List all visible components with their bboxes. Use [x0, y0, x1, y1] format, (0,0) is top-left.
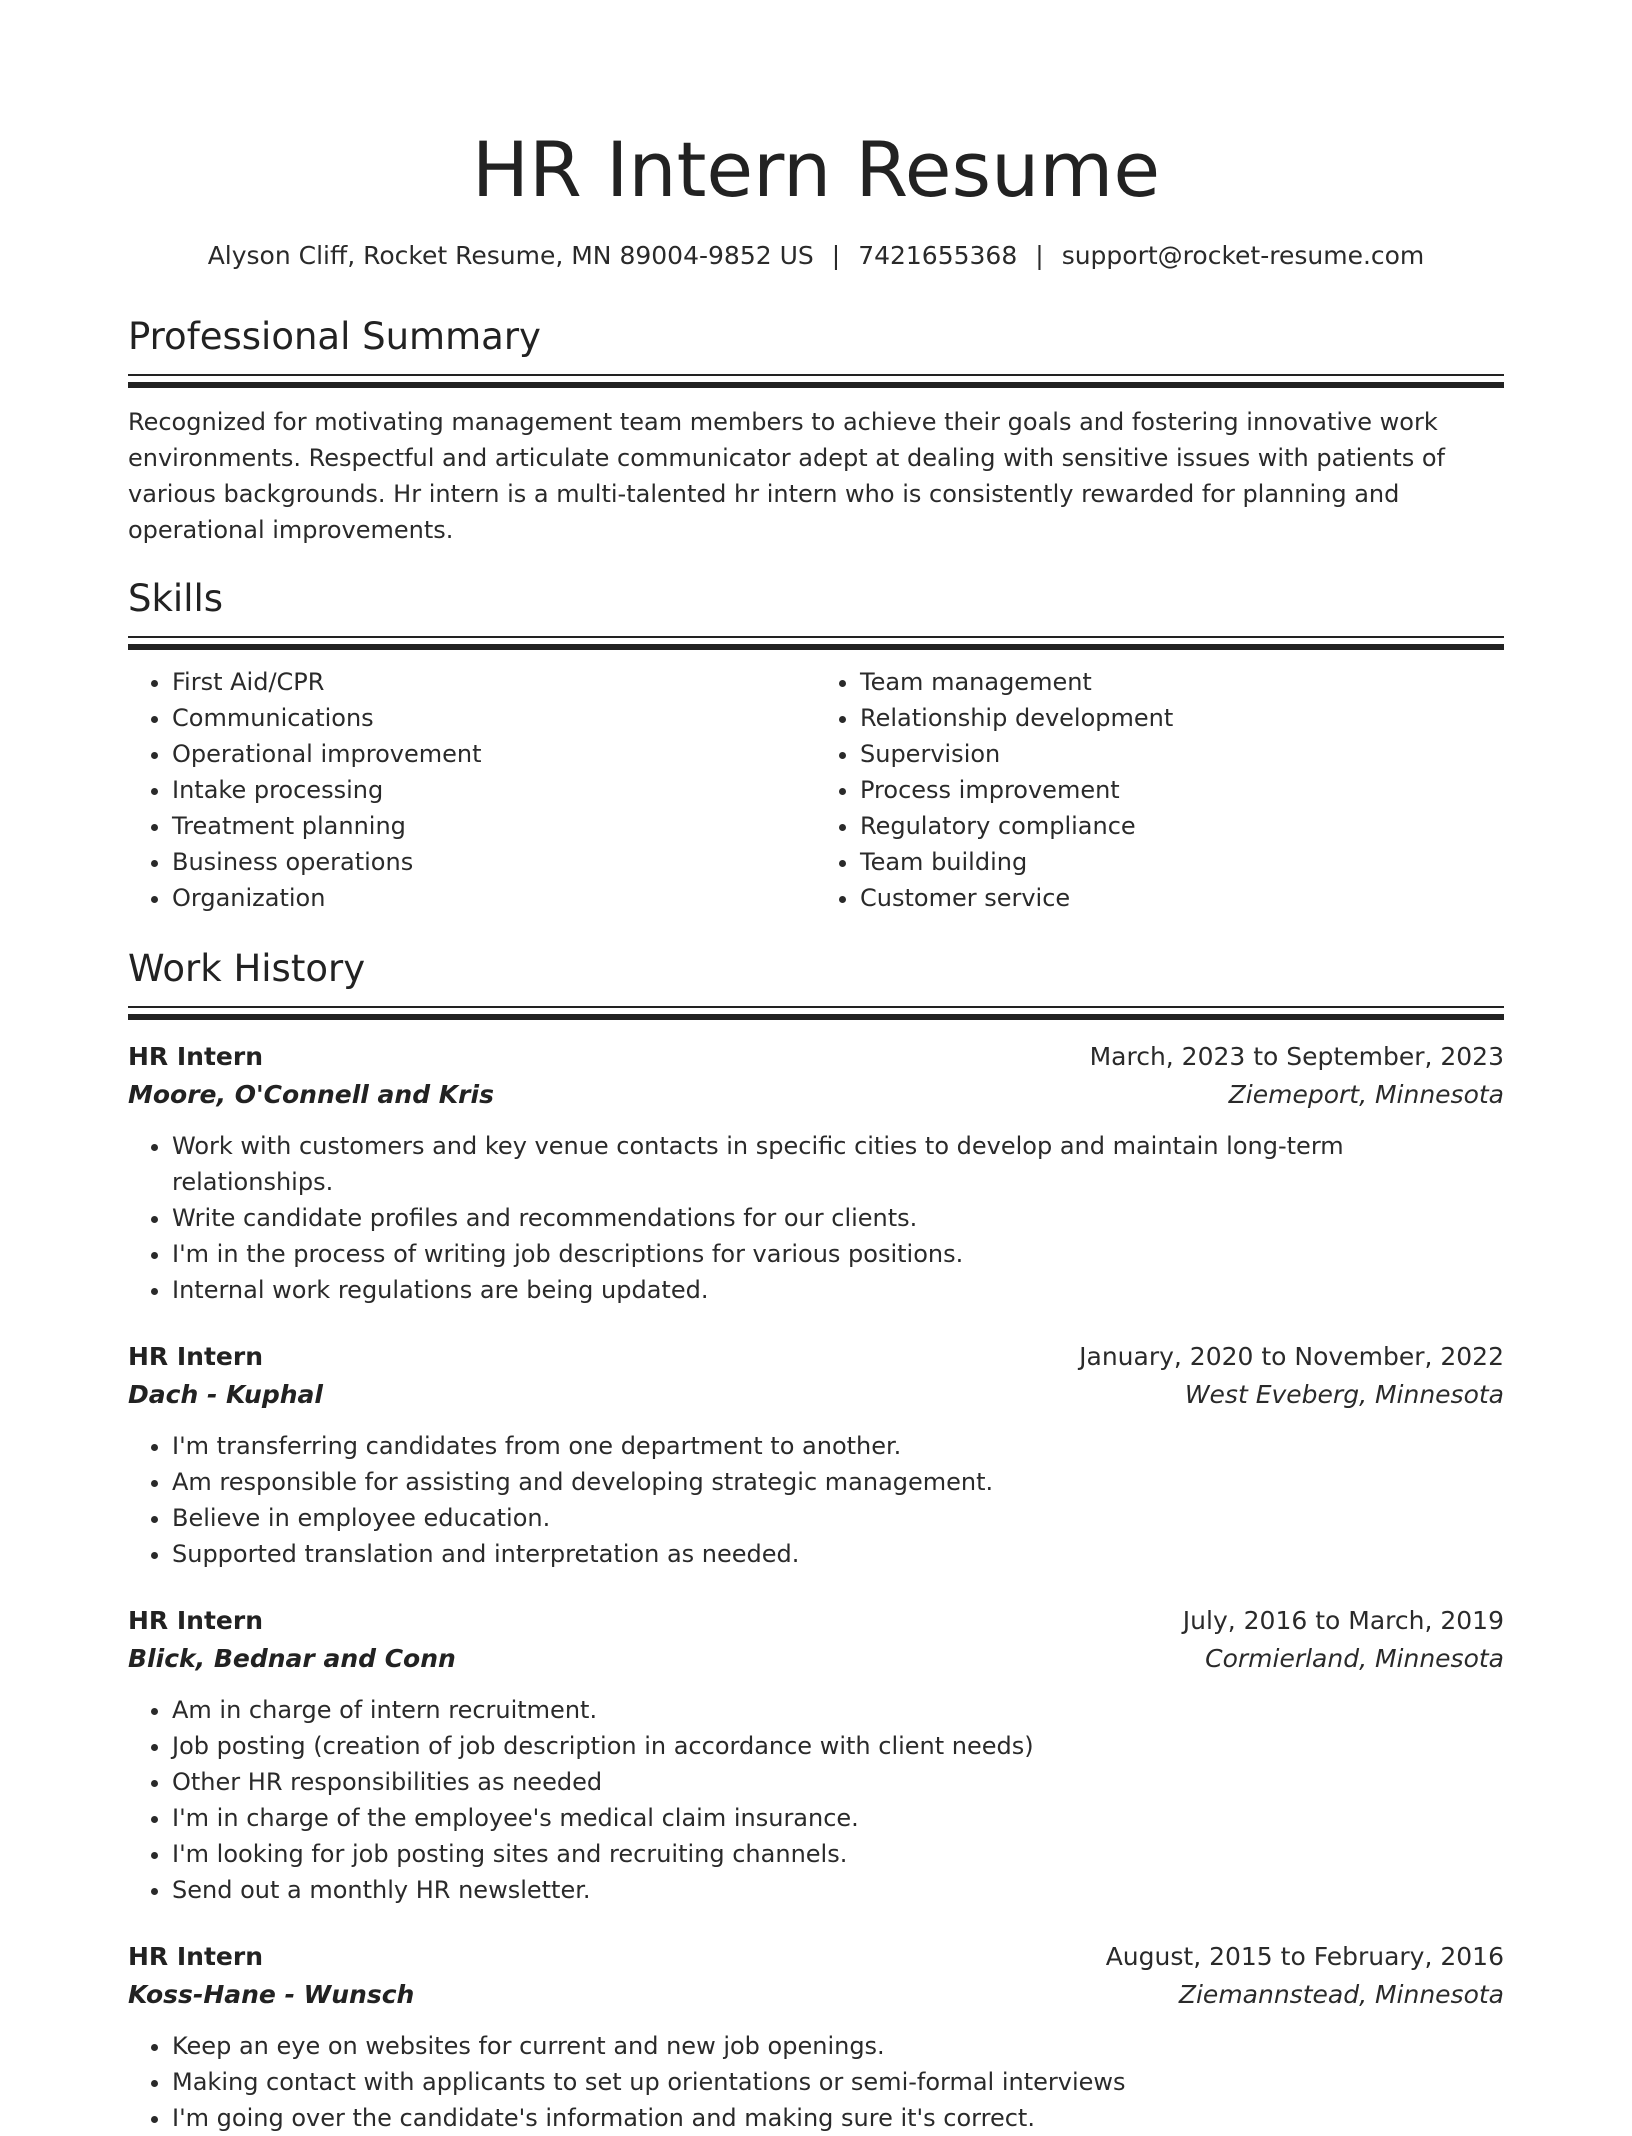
job-location: Ziemannstead, Minnesota	[1178, 1980, 1504, 2009]
skills-list	[128, 664, 1504, 916]
section-divider-thick	[128, 1014, 1504, 1020]
skill-item: • First Aid/CPR	[172, 664, 816, 700]
job-dates: March, 2023 to September, 2023	[1089, 1042, 1504, 1071]
job-bullets	[128, 1128, 1504, 1308]
job-bullet: • Making contact with applicants to set up orientations or semi-formal interviews	[172, 2064, 1504, 2100]
skill-item: • Intake processing	[172, 772, 816, 808]
job-bullet: • I'm in charge of the employee's medical claim insurance.	[172, 1800, 1504, 1836]
skill-item: • Relationship development	[860, 700, 1504, 736]
job-title: HR Intern	[128, 1942, 264, 1971]
section-divider-thin	[128, 636, 1504, 638]
job-location: West Eveberg, Minnesota	[1184, 1380, 1504, 1409]
job-company-row	[128, 1076, 1504, 1114]
skill-item: • Communications	[172, 700, 816, 736]
job-bullet: • Am in charge of intern recruitment.	[172, 1692, 1504, 1728]
skill-item: • Process improvement	[860, 772, 1504, 808]
job-location: Ziemeport, Minnesota	[1228, 1080, 1504, 1109]
summary-section	[128, 312, 1504, 548]
job-dates: January, 2020 to November, 2022	[1079, 1342, 1504, 1371]
job-location: Cormierland, Minnesota	[1205, 1644, 1504, 1673]
job-entry	[128, 1038, 1504, 1308]
job-company: Dach - Kuphal	[128, 1380, 323, 1409]
job-entry	[128, 1938, 1504, 2136]
contact-phone: 7421655368	[858, 241, 1018, 270]
section-divider-thick	[128, 382, 1504, 388]
job-bullets	[128, 2028, 1504, 2136]
contact-email: support@rocket-resume.com	[1061, 241, 1425, 270]
section-divider-thick	[128, 644, 1504, 650]
job-bullet: • I'm going over the candidate's information and making sure it's correct.	[172, 2100, 1504, 2136]
job-company: Koss-Hane - Wunsch	[128, 1980, 415, 2009]
skills-heading: Skills	[128, 577, 224, 620]
job-company: Blick, Bednar and Conn	[128, 1644, 456, 1673]
resume-title: HR Intern Resume	[471, 125, 1161, 214]
job-bullet: • Other HR responsibilities as needed	[172, 1764, 1504, 1800]
job-bullet: • Send out a monthly HR newsletter.	[172, 1872, 1504, 1908]
job-title: HR Intern	[128, 1042, 264, 1071]
job-header-row	[128, 1338, 1504, 1376]
job-bullet: • Keep an eye on websites for current and new job openings.	[172, 2028, 1504, 2064]
skill-item: • Supervision	[860, 736, 1504, 772]
skill-item: • Team building	[860, 844, 1504, 880]
work-history-section	[128, 944, 1504, 2136]
contact-separator: |	[831, 241, 841, 270]
summary-text: Recognized for motivating management team members to achieve their goals and fostering innovative work environments. Respectful and articulate communicator adept at dealing with sensitive issues with patients of various backgrounds. Hr intern is a multi-talented hr intern who is consistently rewarded for planning and operational improvements.	[128, 408, 1445, 544]
job-bullet: • Work with customers and key venue contacts in specific cities to develop and maintain long-term relationships.	[172, 1128, 1504, 1200]
job-company: Moore, O'Connell and Kris	[128, 1080, 494, 1109]
job-bullet: • Internal work regulations are being updated.	[172, 1272, 1504, 1308]
job-entry	[128, 1602, 1504, 1908]
skill-item: • Customer service	[860, 880, 1504, 916]
summary-heading: Professional Summary	[128, 315, 541, 358]
section-divider-thin	[128, 1006, 1504, 1008]
skill-item: • Business operations	[172, 844, 816, 880]
job-company-row	[128, 1976, 1504, 2014]
job-bullets	[128, 1428, 1504, 1572]
skill-item: • Operational improvement	[172, 736, 816, 772]
job-header-row	[128, 1938, 1504, 1976]
job-header-row	[128, 1602, 1504, 1640]
job-bullet: • I'm looking for job posting sites and recruiting channels.	[172, 1836, 1504, 1872]
skills-column-right	[816, 664, 1504, 916]
skill-item: • Team management	[860, 664, 1504, 700]
job-bullet: • I'm transferring candidates from one department to another.	[172, 1428, 1504, 1464]
work-history-heading: Work History	[128, 947, 366, 990]
skill-item: • Treatment planning	[172, 808, 816, 844]
contact-address: Alyson Cliff, Rocket Resume, MN 89004-9852 US	[207, 241, 814, 270]
job-title: HR Intern	[128, 1606, 264, 1635]
contact-separator: |	[1035, 241, 1044, 270]
job-dates: August, 2015 to February, 2016	[1105, 1942, 1504, 1971]
job-header-row	[128, 1038, 1504, 1076]
job-title: HR Intern	[128, 1342, 264, 1371]
skill-item: • Organization	[172, 880, 816, 916]
job-entry	[128, 1338, 1504, 1572]
job-bullet: • Supported translation and interpretation as needed.	[172, 1536, 1504, 1572]
skills-column-left	[128, 664, 816, 916]
section-divider-thin	[128, 374, 1504, 376]
contact-line	[128, 238, 1504, 274]
job-bullets	[128, 1692, 1504, 1908]
job-company-row	[128, 1640, 1504, 1678]
skill-item: • Regulatory compliance	[860, 808, 1504, 844]
job-bullet: • Job posting (creation of job description in accordance with client needs)	[172, 1728, 1504, 1764]
job-dates: July, 2016 to March, 2019	[1182, 1606, 1504, 1635]
job-bullet: • Am responsible for assisting and developing strategic management.	[172, 1464, 1504, 1500]
job-bullet: • I'm in the process of writing job descriptions for various positions.	[172, 1236, 1504, 1272]
job-company-row	[128, 1376, 1504, 1414]
job-bullet: • Write candidate profiles and recommendations for our clients.	[172, 1200, 1504, 1236]
skills-section	[128, 574, 1504, 916]
job-bullet: • Believe in employee education.	[172, 1500, 1504, 1536]
